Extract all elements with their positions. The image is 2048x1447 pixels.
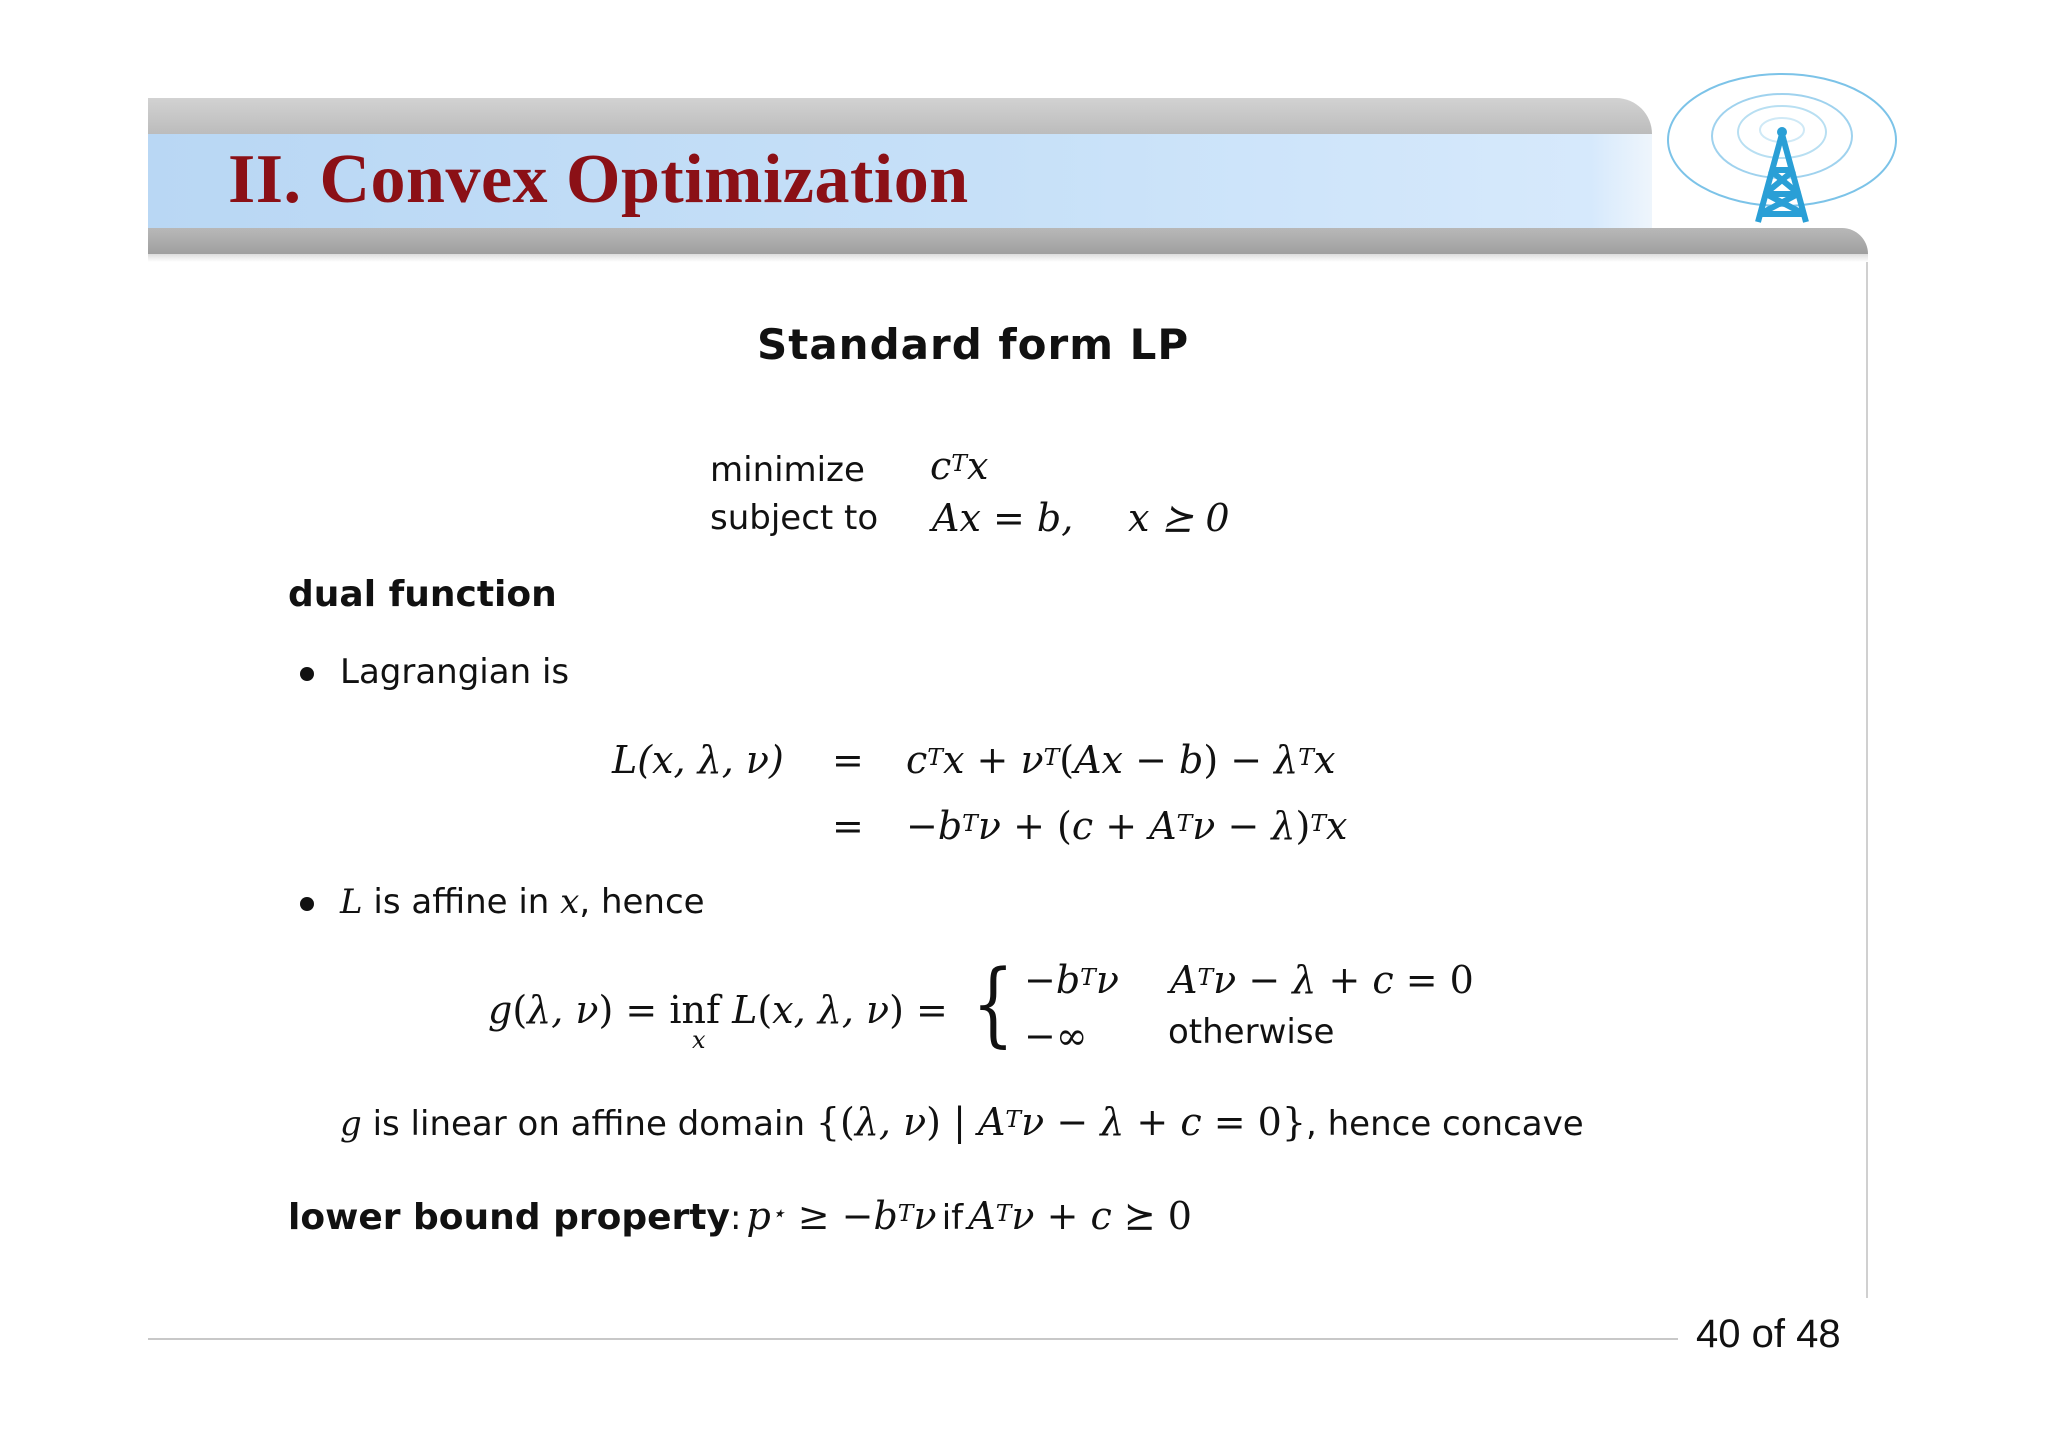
subject-to-label: subject to xyxy=(710,498,879,538)
bullet-dot xyxy=(300,667,314,681)
content-heading: Standard form LP xyxy=(757,320,1190,369)
case1-value: $-b^T\nu$ xyxy=(1024,958,1119,1002)
lagrangian-line-1: $c^Tx + \nu^T(Ax - b) - \lambda^Tx$ xyxy=(906,738,1336,782)
footer-rule xyxy=(148,1338,1678,1340)
right-border xyxy=(1866,262,1868,1298)
concavity-remark: g is linear on affine domain {(λ, ν) | $A^T\nu - \lambda + c = 0$}, hence concave xyxy=(340,1100,1584,1144)
lagrangian-lhs: L(x, λ, ν) xyxy=(612,738,784,782)
radio-tower-icon xyxy=(1660,62,1900,232)
inf-subscript: x xyxy=(692,1026,706,1054)
objective-expr: $c^Tx$ xyxy=(930,444,989,488)
dual-function-heading: dual function xyxy=(288,574,557,615)
minimize-label: minimize xyxy=(710,450,865,490)
case2-condition: otherwise xyxy=(1168,1012,1335,1052)
header-band-bottom xyxy=(148,228,1868,254)
cases-brace: { xyxy=(972,950,1015,1057)
lagrangian-line-2: $-b^T\nu + (c + A^T\nu - \lambda)^Tx$ xyxy=(906,804,1348,848)
constraint-equality: Ax = b, xyxy=(932,496,1074,540)
case2-value: −∞ xyxy=(1024,1014,1088,1058)
lagrangian-eq-2: = xyxy=(832,804,864,848)
bullet-affine: L is affine in x, hence xyxy=(340,882,705,922)
header-band-top xyxy=(148,98,1652,134)
constraint-nonneg: x ⪰ 0 xyxy=(1128,496,1230,540)
bullet-dot xyxy=(300,897,314,911)
lagrangian-eq-1: = xyxy=(832,738,864,782)
case1-condition: $A^T\nu - \lambda + c = 0$ xyxy=(1170,958,1474,1002)
bullet-lagrangian: Lagrangian is xyxy=(340,652,570,692)
lower-bound-line: lower bound property: $p^⋆ \ge -b^T\nu$ if $A^T\nu + c$ ⪰ 0 xyxy=(288,1194,1192,1238)
dual-lhs: g(λ, ν) = inf L(x, λ, ν) = xyxy=(488,988,948,1032)
slide-title: II. Convex Optimization xyxy=(228,141,969,218)
header-band-shadow xyxy=(148,254,1868,262)
page-number: 40 of 48 xyxy=(1696,1312,1841,1356)
